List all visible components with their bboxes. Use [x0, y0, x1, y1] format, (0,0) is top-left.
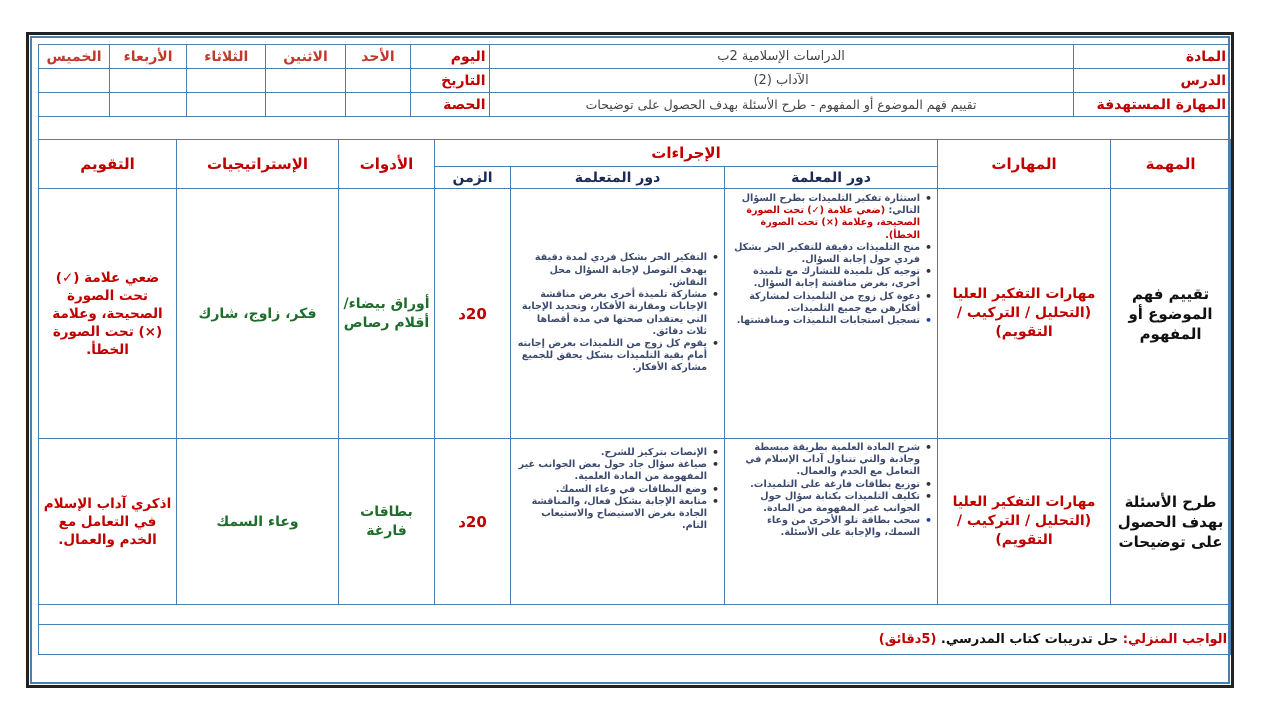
row2-skill: مهارات التفكير العليا (التحليل / التركيب / التقويم) [938, 439, 1111, 605]
list-item: • التفكير الحر بشكل فردي لمدة دقيقة بهدف التوصل لإجابة السؤال محل النقاش. [514, 252, 707, 289]
period-cell-thursday [39, 93, 110, 117]
date-cell-sunday [345, 69, 411, 93]
col-tools-header: الأدوات [339, 140, 435, 189]
row2-task: طرح الأسئلة بهدف الحصول على توضيحات [1111, 439, 1231, 605]
homework-time: (5دقائق) [878, 632, 937, 647]
list-item: • منح التلميذات دقيقة للتفكير الحر بشكل فردي حول إجابة السؤال. [728, 242, 920, 266]
day-wednesday: الأربعاء [109, 45, 186, 69]
date-cell-thursday [39, 69, 110, 93]
row2-strategy: وعاء السمك [177, 439, 339, 605]
list-item: • شرح المادة العلمية بطريقة مبسطة وجاذبة والتي تتناول آداب الإسلام في التعامل مع الخدم والعمال. [728, 442, 920, 479]
period-cell-monday [266, 93, 345, 117]
spacer-row-bottom [39, 605, 1231, 625]
col-procedures-header: الإجراءات [435, 140, 938, 167]
homework-text: حل تدريبات كتاب المدرسي. [936, 632, 1119, 647]
row1-task: تقييم فهم الموضوع أو المفهوم [1111, 189, 1231, 439]
date-cell-monday [266, 69, 345, 93]
row2-teacher-role [725, 439, 938, 605]
header-table [38, 44, 1230, 140]
row2-time: 20د [435, 439, 511, 605]
col-student-role-header: دور المتعلمة [511, 167, 725, 189]
row1-skill: مهارات التفكير العليا (التحليل / التركيب / التقويم) [938, 189, 1111, 439]
period-cell-sunday [345, 93, 411, 117]
target-skill-value: تقييم فهم الموضوع أو المفهوم - طرح الأسئلة بهدف الحصول على توضيحات [489, 93, 1073, 117]
row1-teacher-role [725, 189, 938, 439]
period-label: الحصة [411, 93, 489, 117]
lesson-plan-sheet [38, 44, 1230, 678]
row1-evaluation: ضعي علامة (✓) تحت الصورة الصحيحة، وعلامة (×) تحت الصورة الخطأ. [39, 189, 177, 439]
col-time-header: الزمن [435, 167, 511, 189]
homework-label: الواجب المنزلي: [1118, 632, 1228, 647]
row2-teacher-list [728, 442, 934, 540]
col-teacher-role-header: دور المعلمة [725, 167, 938, 189]
list-item: • دعوة كل زوج من التلميذات لمشاركة أفكارهن مع جميع التلميذات. [728, 291, 920, 315]
procedures-table [38, 139, 1231, 655]
row2-evaluation: اذكري آداب الإسلام في التعامل مع الخدم والعمال. [39, 439, 177, 605]
date-label: التاريخ [411, 69, 489, 93]
period-cell-tuesday [187, 93, 266, 117]
homework-row [39, 625, 1231, 655]
list-item: • وضع البطاقات في وعاء السمك. [514, 484, 707, 496]
row2-tools: بطاقات فارغة [339, 439, 435, 605]
day-sunday: الأحد [345, 45, 411, 69]
row1-teacher-list [728, 193, 934, 327]
list-item: • الإنصات بتركيز للشرح. [514, 447, 707, 459]
col-evaluation-header: التقويم [39, 140, 177, 189]
list-item: • صياغة سؤال جاد حول بعض الجوانب غير المفهومة من المادة العلمية. [514, 459, 707, 483]
lesson-label: الدرس [1073, 69, 1229, 93]
spacer-row [39, 117, 1230, 140]
row2-student-list [514, 447, 721, 532]
table-row [39, 189, 1231, 439]
table-row [39, 439, 1231, 605]
list-item: • استثارة تفكير التلميذات بطرح السؤال التالي: (ضعي علامة (✓) تحت الصورة الصحيحة، وعلامة (×) تحت الصورة الخطأ). [728, 193, 920, 242]
col-skills-header: المهارات [938, 140, 1111, 189]
lesson-value: الآداب (2) [489, 69, 1073, 93]
row1-strategy: فكر، زاوج، شارك [177, 189, 339, 439]
date-cell-tuesday [187, 69, 266, 93]
target-skill-label: المهارة المستهدفة [1073, 93, 1229, 117]
days-label: اليوم [411, 45, 489, 69]
row1-student-role [511, 189, 725, 439]
day-thursday: الخميس [39, 45, 110, 69]
day-tuesday: الثلاثاء [187, 45, 266, 69]
subject-value: الدراسات الإسلامية 2ب [489, 45, 1073, 69]
col-task-header: المهمة [1111, 140, 1231, 189]
date-cell-wednesday [109, 69, 186, 93]
list-item: • تكليف التلميذات بكتابة سؤال حول الجوانب غير المفهومة من المادة. [728, 491, 920, 515]
row1-time: 20د [435, 189, 511, 439]
list-item: • تسجيل استجابات التلميذات ومناقشتها. [728, 315, 920, 327]
list-item: • مشاركة تلميذة أخرى بغرض مناقشة الإجابات ومقارنة الأفكار، وتحديد الإجابة التي يعتقدان صحتها في مدة أقصاها ثلاث دقائق. [514, 289, 707, 338]
list-item: • توزيع بطاقات فارغة على التلميذات. [728, 479, 920, 491]
list-item: • يقوم كل زوج من التلميذات بعرض إجابته أمام بقية التلميذات بشكل يحقق للجميع مشاركة الأفكار. [514, 338, 707, 375]
row2-student-role [511, 439, 725, 605]
list-item: • متابعة الإجابة بشكل فعال، والمناقشة الجادة بغرض الاستيضاح والاستيعاب التام. [514, 496, 707, 533]
subject-label: المادة [1073, 45, 1229, 69]
day-monday: الاثنين [266, 45, 345, 69]
list-item: • توجيه كل تلميذة للتشارك مع تلميذة أخرى، بغرض مناقشة إجابة السؤال. [728, 266, 920, 290]
list-item: • سحب بطاقة تلو الأخرى من وعاء السمك، والإجابة على الأسئلة. [728, 515, 920, 539]
row1-student-list [514, 252, 721, 374]
col-strategies-header: الإستراتيجيات [177, 140, 339, 189]
row1-tools: أوراق بيضاء/ أقلام رصاص [339, 189, 435, 439]
period-cell-wednesday [109, 93, 186, 117]
